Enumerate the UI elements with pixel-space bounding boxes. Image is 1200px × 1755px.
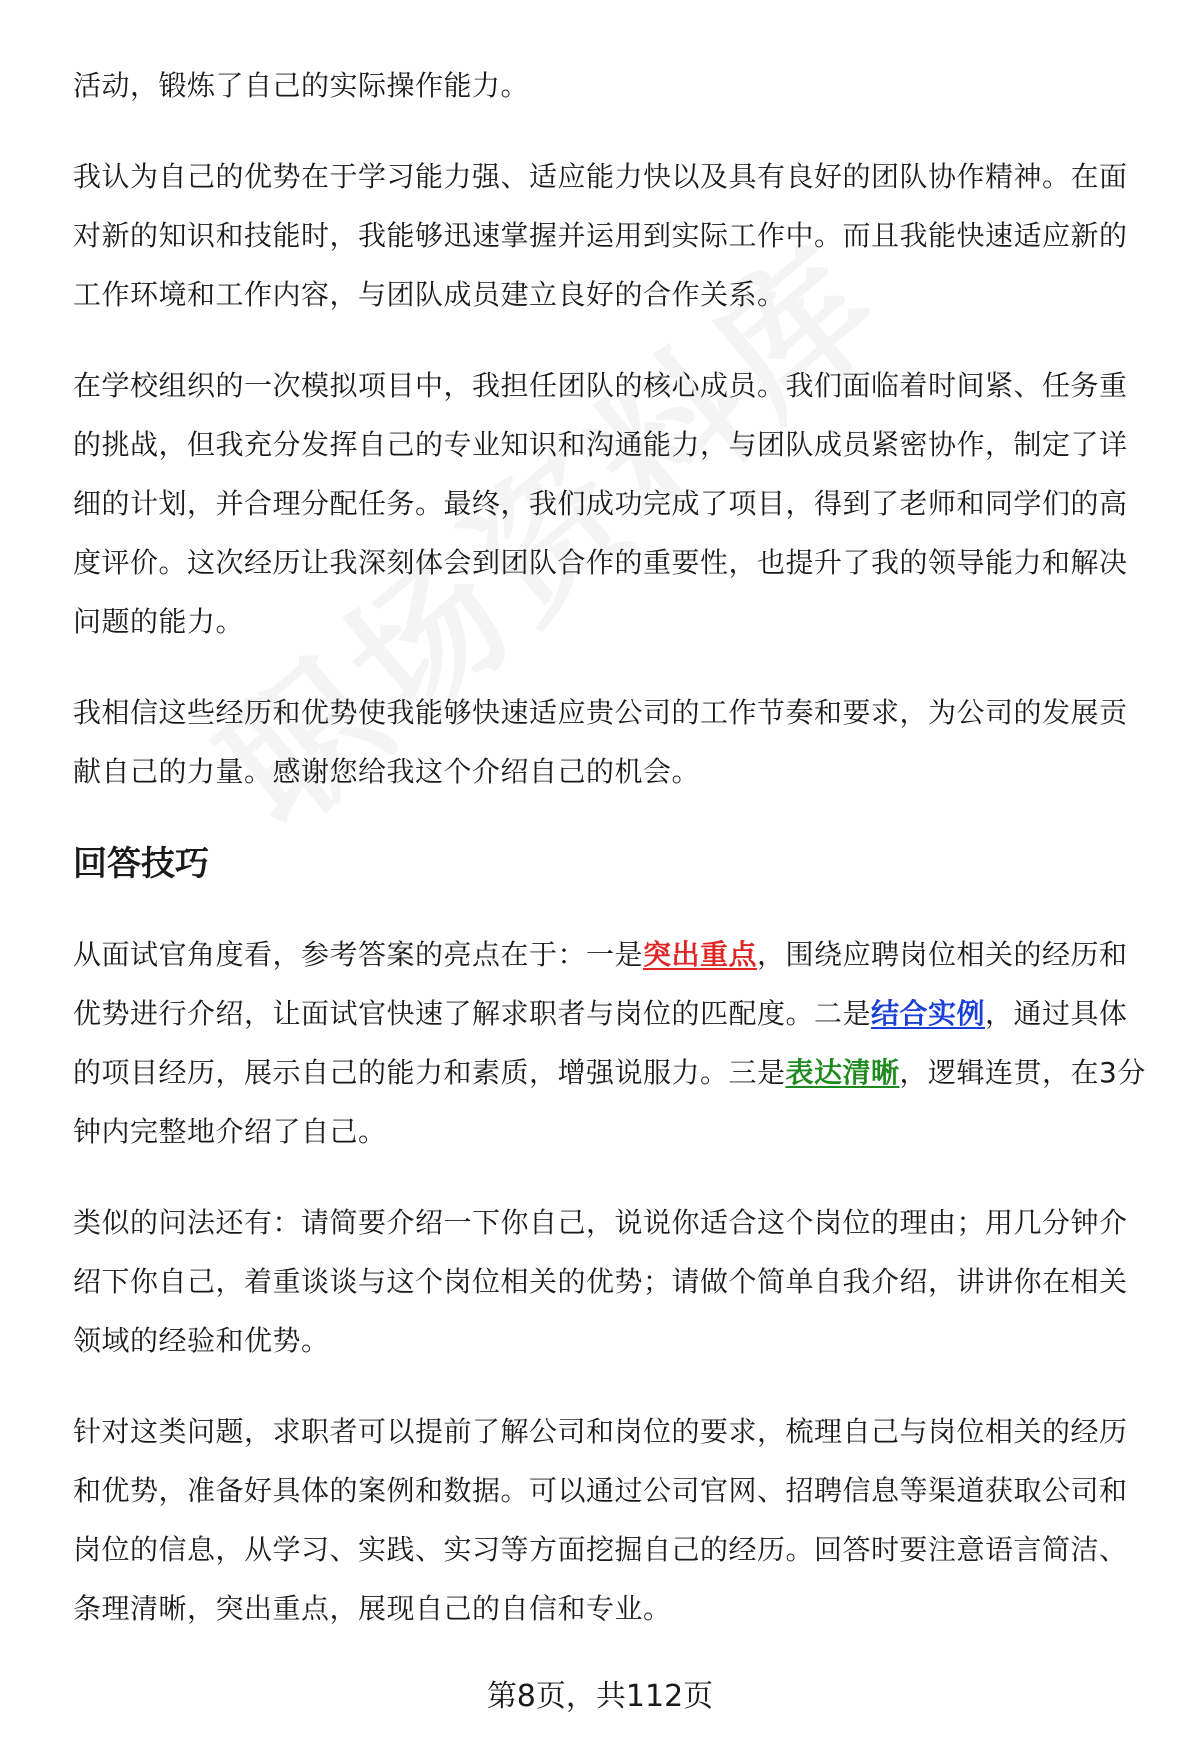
tips-text-d: ，逻辑连贯，在3分钟内完整地介绍了自己。 xyxy=(73,1056,1146,1148)
highlight-key-points: 突出重点 xyxy=(643,938,758,971)
tips-text-c: ，通过具体的项目经历，展示自己的能力和素质，增强说服力。三是 xyxy=(73,997,1128,1089)
document-body xyxy=(73,56,1153,1670)
page-number: 第8页，共112页 xyxy=(486,1679,714,1714)
paragraph-strengths: 我认为自己的优势在于学习能力强、适应能力快以及具有良好的团队协作精神。在面对新的知识和技能时，我能够迅速掌握并运用到实际工作中。而且我能快速适应新的工作环境和工作内容，与团队成员建立良好的合作关系。 xyxy=(73,160,1128,311)
highlight-clear-expression: 表达清晰 xyxy=(785,1056,900,1089)
highlight-examples: 结合实例 xyxy=(871,997,986,1030)
paragraph-conclusion: 我相信这些经历和优势使我能够快速适应贵公司的工作节奏和要求，为公司的发展贡献自己的力量。感谢您给我这个介绍自己的机会。 xyxy=(73,696,1128,788)
paragraph-activity: 活动，锻炼了自己的实际操作能力。 xyxy=(73,69,530,102)
paragraph-advice: 针对这类问题，求职者可以提前了解公司和岗位的要求，梳理自己与岗位相关的经历和优势，准备好具体的案例和数据。可以通过公司官网、招聘信息等渠道获取公司和岗位的信息，从学习、实践、实习等方面挖掘自己的经历。回答时要注意语言简洁、条理清晰，突出重点，展现自己的自信和专业。 xyxy=(73,1415,1128,1625)
paragraph-tips-highlights xyxy=(73,925,1153,1161)
paragraph-similar-questions: 类似的问法还有：请简要介绍一下你自己，说说你适合这个岗位的理由；用几分钟介绍下你自己，着重谈谈与这个岗位相关的优势；请做个简单自我介绍，讲讲你在相关领域的经验和优势。 xyxy=(73,1206,1128,1357)
section-title: 回答技巧 xyxy=(73,844,209,884)
paragraph-project: 在学校组织的一次模拟项目中，我担任团队的核心成员。我们面临着时间紧、任务重的挑战，但我充分发挥自己的专业知识和沟通能力，与团队成员紧密协作，制定了详细的计划，并合理分配任务。最终，我们成功完成了项目，得到了老师和同学们的高度评价。这次经历让我深刻体会到团队合作的重要性，也提升了我的领导能力和解决问题的能力。 xyxy=(73,369,1128,638)
tips-text-b: ，围绕应聘岗位相关的经历和优势进行介绍，让面试官快速了解求职者与岗位的匹配度。二是 xyxy=(73,938,1128,1030)
tips-text-a: 从面试官角度看，参考答案的亮点在于：一是 xyxy=(73,938,644,971)
